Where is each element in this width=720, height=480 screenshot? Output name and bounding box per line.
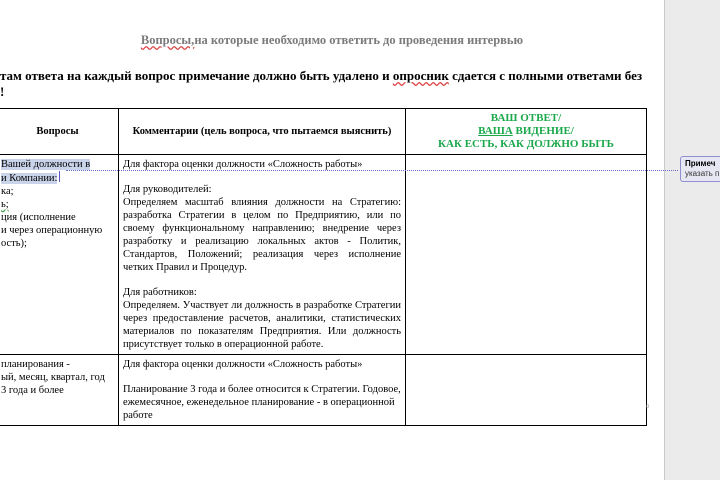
answer-cell[interactable] [406,355,650,426]
workers-label: Для работников: [123,287,197,298]
title-misspelled-word: Вопросы, [140,33,195,47]
question-line: Вашей должности в [1,159,91,170]
comment-intro: Для фактора оценки должности «Сложность работы» [123,159,363,170]
question-cell[interactable] [0,155,119,355]
question-line: ция (исполнение [1,212,76,223]
table-row [0,355,647,426]
question-line: и через операционную [1,225,103,236]
cell-end-mark: ¤ [646,404,650,410]
header-comments: Комментарии (цель вопроса, что пытаемся выяснить) [119,109,406,155]
instruction-line-1: там ответа на каждый вопрос примечание должно быть удалено и опросник сдается с полными ответами без [0,68,643,83]
comment-cell[interactable] [119,355,406,426]
managers-label: Для руководителей: [123,184,212,195]
text-cursor [59,171,60,182]
planning-text: Планирование 3 года и более относится к Стратегии. Годовое, ежемесячное, еженедельное планирование - в операционной работе [123,384,401,421]
title-text: на которые необходимо ответить до проведения интервью [194,33,524,47]
instruction-note [0,68,650,100]
comment-text: указать п [685,169,720,178]
questionnaire-table [0,108,650,426]
question-line: ка; [1,186,14,197]
table-row [0,155,647,355]
question-line: ь; [1,199,9,210]
comment-cell[interactable] [119,155,406,355]
question-line: планирования - [1,359,70,370]
workers-text: Определяем. Участвует ли должность в разработке Стратегии через предоставление расчетов, аналитики, статистических материалов по показателям Предприятия. Или должность присутствует только в операционной работе. [123,300,401,350]
header-questions: Вопросы [0,109,119,155]
answer-cell[interactable] [406,155,647,355]
question-line: ый, месяц, квартал, год [1,372,105,383]
question-line: ость); [1,238,27,249]
comment-intro: Для фактора оценки должности «Сложность работы» [123,359,363,370]
page-edge [664,0,665,480]
document-title [0,33,664,48]
answer-header-line-3: КАК ЕСТЬ, КАК ДОЛЖНО БЫТЬ [438,138,614,150]
markup-pane [664,0,720,480]
question-line: 3 года и более [1,385,64,396]
comment-connector [66,170,678,171]
managers-text: Определяем масштаб влияния должности на Стратегию: разработка Стратегии в целом по Предприятию, или по своему функциональному направлению; внедрение через разработку и реализацию локальных актов - Политик, Стандартов, Положений; реализация через исполнение четких Правил и Процедур. [123,197,401,273]
misspelled-word: опросник [392,68,449,83]
table-header-row [0,109,647,155]
comment-author: Примеч [685,159,716,168]
question-cell[interactable] [0,355,119,426]
answer-header-line-2: ВАША ВИДЕНИЕ/ [478,125,574,137]
question-line: и Компании: [1,171,114,185]
comment-balloon[interactable] [680,156,720,182]
instruction-line-2: ! [0,84,5,99]
header-answer [406,109,647,155]
answer-header-line-1: ВАШ ОТВЕТ/ [490,112,562,124]
